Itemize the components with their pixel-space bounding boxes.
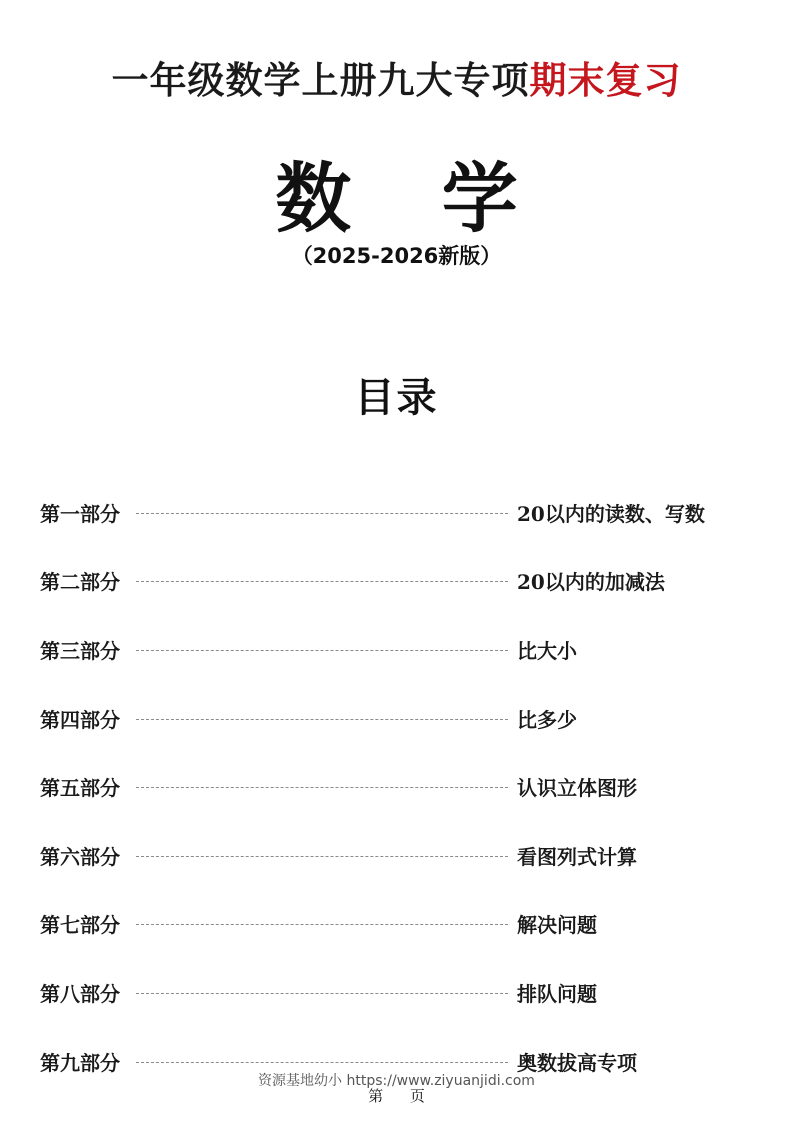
toc-dotted-leader (136, 650, 508, 651)
toc-heading: 目录 (354, 374, 439, 421)
toc-item-topic: 20以内的加减法 (517, 570, 665, 595)
headline-highlight-text: 期末复习 (529, 58, 682, 102)
toc-item (40, 752, 740, 821)
toc-item-topic: 比多少 (517, 707, 577, 732)
toc-dotted-leader (136, 993, 508, 994)
toc-item-part: 第八部分 (40, 981, 120, 1006)
toc-item-topic: 解决问题 (517, 913, 597, 938)
page-number-label: 第 页 (368, 1087, 425, 1105)
toc-item (40, 890, 740, 959)
toc-dotted-leader (136, 719, 508, 720)
subject-title: 数 学 (275, 154, 550, 243)
toc-item-part: 第六部分 (40, 844, 120, 869)
toc-item-part: 第二部分 (40, 570, 120, 595)
toc-item-topic: 看图列式计算 (517, 844, 637, 869)
toc-item (40, 547, 740, 616)
toc-item (40, 615, 740, 684)
toc-item-part: 第五部分 (40, 776, 120, 801)
toc-dotted-leader (136, 924, 508, 925)
toc-item-topic: 排队问题 (517, 981, 597, 1006)
footer-watermark-text: 资源基地幼小 https://www.ziyuanjidi.com (258, 1073, 535, 1089)
toc-item-part: 第三部分 (40, 638, 120, 663)
toc-dotted-leader (136, 581, 508, 582)
document-headline (0, 50, 793, 104)
toc-item (40, 478, 740, 547)
edition-label: （2025-2026新版） (291, 244, 502, 268)
headline-main-text: 一年级数学上册九大专项 (111, 58, 530, 102)
toc-item-part: 第四部分 (40, 707, 120, 732)
toc-item-topic: 认识立体图形 (517, 776, 637, 801)
toc-item-part: 第九部分 (40, 1050, 120, 1075)
toc-item-topic: 比大小 (517, 638, 577, 663)
toc-item (40, 821, 740, 890)
table-of-contents (40, 478, 740, 1095)
toc-dotted-leader (136, 513, 508, 514)
toc-item-part: 第七部分 (40, 913, 120, 938)
toc-item-topic: 20以内的读数、写数 (517, 501, 705, 526)
toc-dotted-leader (136, 787, 508, 788)
toc-dotted-leader (136, 1062, 508, 1063)
toc-dotted-leader (136, 856, 508, 857)
toc-item-topic: 奥数拔高专项 (517, 1050, 637, 1075)
toc-item (40, 684, 740, 753)
toc-item-part: 第一部分 (40, 501, 120, 526)
toc-item (40, 958, 740, 1027)
